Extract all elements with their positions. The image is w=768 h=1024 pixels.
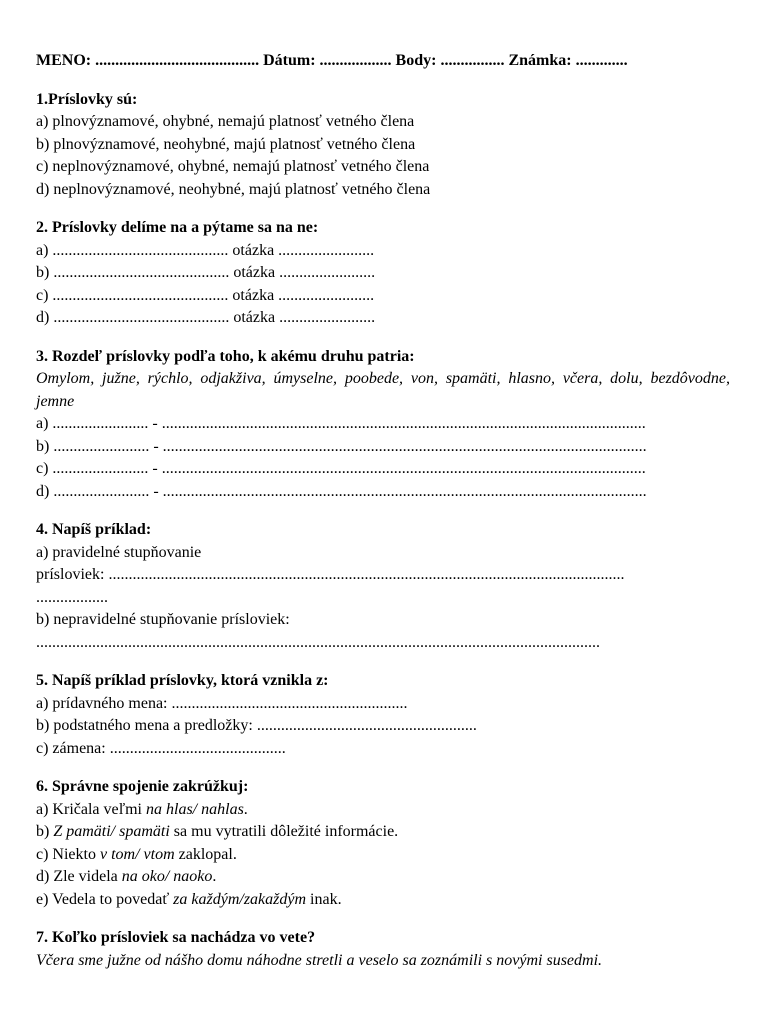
question-7 <box>36 927 730 972</box>
item-text: . <box>212 868 217 885</box>
question-1-title: 1.Príslovky sú: <box>36 90 138 108</box>
question-6-item-e <box>36 889 730 912</box>
question-1-option-c: c) neplnovýznamové, ohybné, nemajú platnosť vetného člena <box>36 158 430 175</box>
question-7-sentence: Včera sme južne od nášho domu náhodne stretli a veselo sa zoznámili s novými susedmi. <box>36 951 603 969</box>
question-4-a-answer-continuation: .................. <box>36 588 108 606</box>
question-2-line-a: a) ............................................ otázka ........................ <box>36 241 375 259</box>
question-2-line-b: b) ............................................ otázka ........................ <box>36 264 376 281</box>
question-1 <box>36 89 730 202</box>
item-text: b) <box>36 823 54 840</box>
question-3-word-list: Omylom, južne, rýchlo, odjakživa, úmyselne, poobede, von, spamäti, hlasno, včera, dolu, bezdôvodne, jemne <box>36 370 730 410</box>
item-text: c) Niekto <box>36 845 100 863</box>
question-5-line-c: c) zámena: ............................................ <box>36 739 286 757</box>
question-1-option-d: d) neplnovýznamové, neohybné, majú platnosť vetného člena <box>36 180 431 198</box>
question-3-line-b: b) ........................ - ......................................................................................................................... <box>36 437 647 455</box>
question-4-a-answer-line: prísloviek: ................................................................................................................................. <box>36 566 625 583</box>
question-4-title: 4. Napíš príklad: <box>36 521 152 538</box>
item-text: inak. <box>306 890 342 908</box>
question-6-item-b <box>36 821 730 844</box>
item-choice: Z pamäti/ spamäti <box>53 823 170 840</box>
question-5 <box>36 670 730 760</box>
question-1-option-a: a) plnovýznamové, ohybné, nemajú platnosť vetného člena <box>36 113 415 130</box>
question-5-line-a: a) prídavného mena: ........................................................... <box>36 694 408 712</box>
question-7-title: 7. Koľko prísloviek sa nachádza vo vete? <box>36 929 316 946</box>
question-3-line-c: c) ........................ - ......................................................................................................................... <box>36 460 646 477</box>
question-4-b-label: b) nepravidelné stupňovanie prísloviek: <box>36 611 290 628</box>
item-text: d) Zle videla <box>36 868 122 885</box>
question-3 <box>36 346 730 504</box>
question-2 <box>36 217 730 330</box>
item-text: e) Vedela to povedať <box>36 890 174 908</box>
item-text: sa mu vytratili dôležité informácie. <box>169 823 399 840</box>
question-3-line-a: a) ........................ - ......................................................................................................................... <box>36 415 646 432</box>
question-5-line-b: b) podstatného mena a predložky: ....................................................... <box>36 717 477 734</box>
item-choice: na hlas/ nahlas <box>146 800 244 818</box>
question-2-line-c: c) ............................................ otázka ........................ <box>36 286 375 304</box>
question-6-item-c <box>36 844 730 867</box>
question-6 <box>36 776 730 911</box>
item-text: zaklopal. <box>174 845 237 863</box>
question-5-title: 5. Napíš príklad príslovky, ktorá vznikla z: <box>36 672 329 689</box>
item-choice: za každým/zakaždým <box>173 890 307 908</box>
header-fields: MENO: ......................................... Dátum: .................. Body: ................ Známka: ............. <box>36 52 628 69</box>
worksheet-content <box>36 50 730 988</box>
question-2-line-d: d) ............................................ otázka ........................ <box>36 309 376 326</box>
item-choice: v tom/ vtom <box>99 845 175 863</box>
question-3-line-d: d) ........................ - ......................................................................................................................... <box>36 482 647 500</box>
question-1-option-b: b) plnovýznamové, neohybné, majú platnosť vetného člena <box>36 135 416 153</box>
question-3-title: 3. Rozdeľ príslovky podľa toho, k akému druhu patria: <box>36 347 415 365</box>
question-2-title: 2. Príslovky delíme na a pýtame sa na ne: <box>36 219 319 236</box>
question-6-item-d <box>36 866 730 889</box>
question-6-title: 6. Správne spojenie zakrúžkuj: <box>36 778 249 795</box>
question-4-b-answer-line: ............................................................................................................................................. <box>36 633 600 651</box>
question-6-item-a <box>36 799 730 822</box>
item-text: . <box>243 800 248 818</box>
question-4-a-label: a) pravidelné stupňovanie <box>36 543 202 561</box>
question-4 <box>36 519 730 654</box>
item-choice: na oko/ naoko <box>121 868 213 885</box>
item-text: a) Kričala veľmi <box>36 800 146 818</box>
